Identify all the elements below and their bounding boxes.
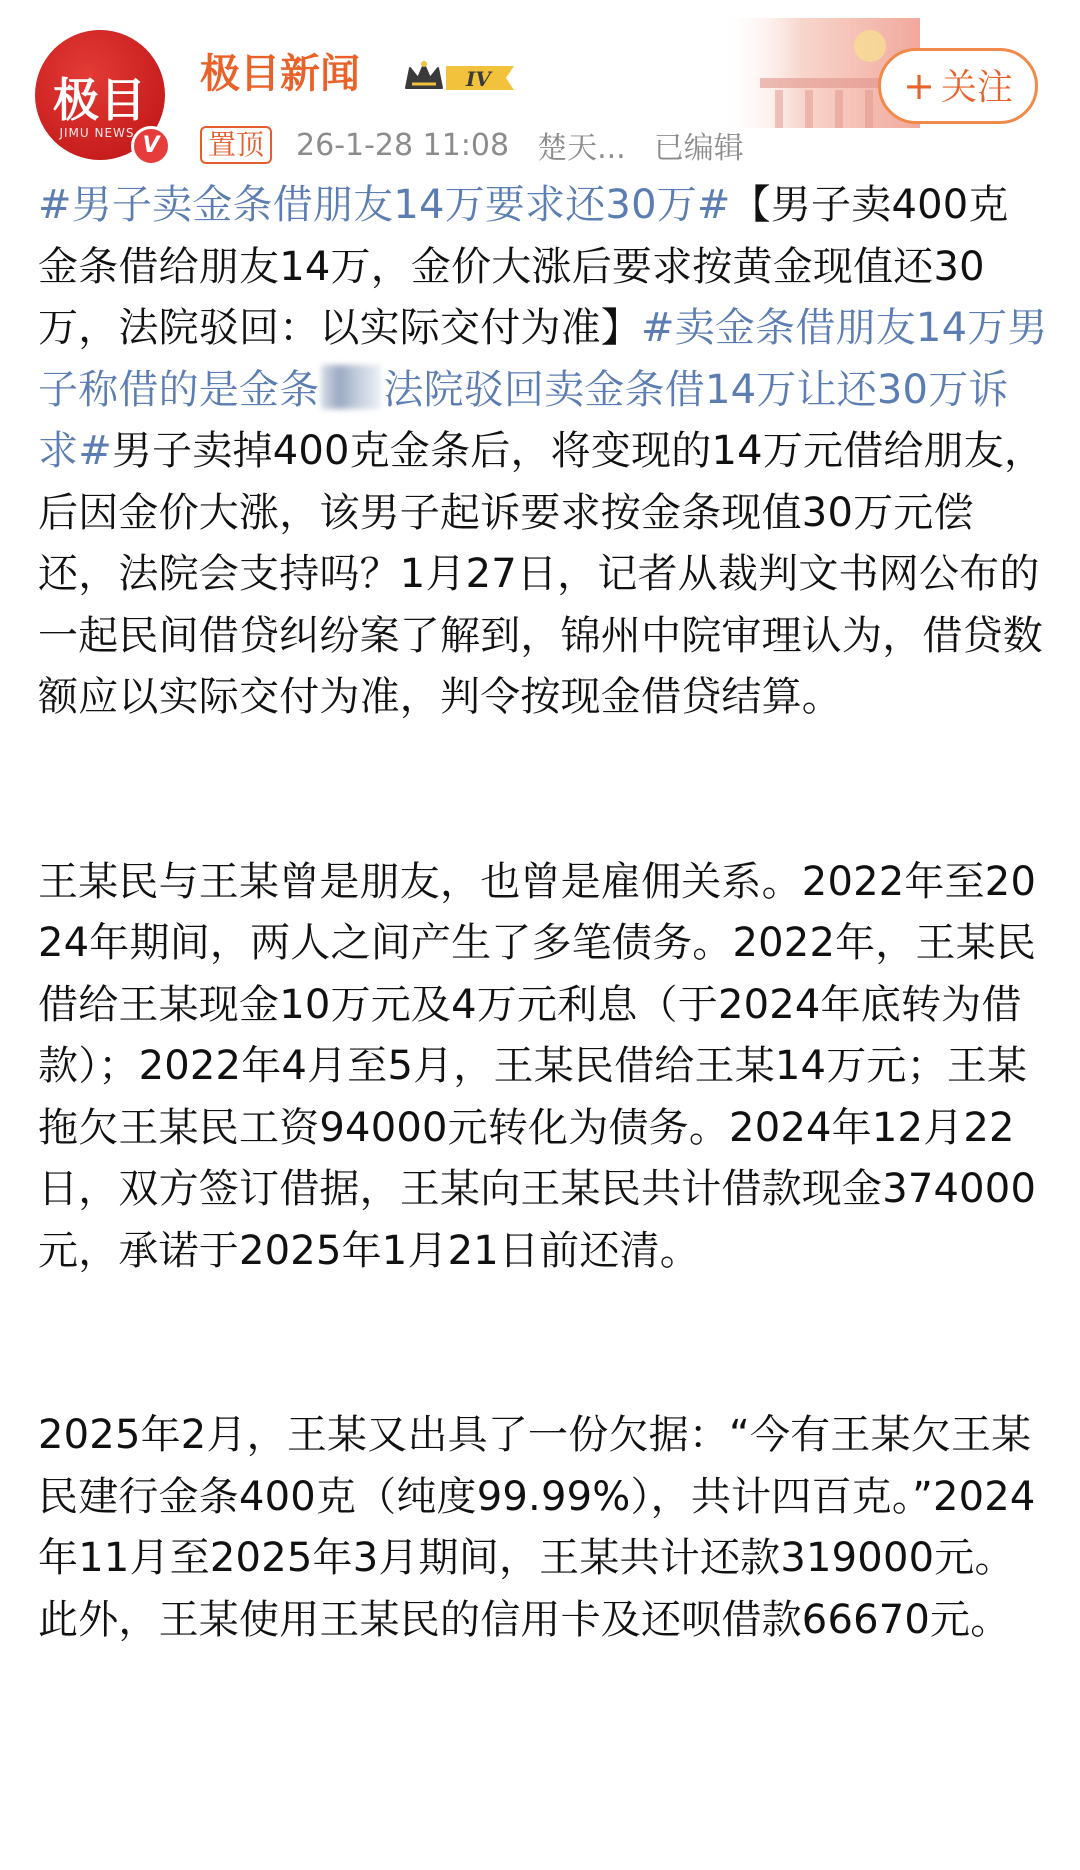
- paragraph-spacer: [38, 1282, 1048, 1405]
- post-paragraph-1: [38, 175, 1048, 729]
- post-timestamp: 26-1-28 11:08: [296, 127, 510, 163]
- redacted-blur: [321, 365, 381, 409]
- crown-icon: [406, 61, 442, 88]
- edited-label[interactable]: 已编辑: [653, 131, 744, 166]
- pinned-tag: 置顶: [200, 126, 272, 164]
- paragraph-spacer: [38, 729, 1048, 852]
- post-paragraph-3: 2025年2月，王某又出具了一份欠据：“今有王某欠王某民建行金条400克（纯度99.99%），共计四百克。”2024年11月至2025年3月期间，王某共计还款319000元。此外，王某使用王某民的信用卡及还呗借款66670元。: [38, 1412, 1036, 1643]
- avatar-logo-text: 极目: [53, 73, 147, 127]
- follow-button[interactable]: [878, 48, 1038, 124]
- verified-icon: V: [131, 126, 171, 166]
- post-header: [0, 0, 1080, 170]
- post-paragraph-2: 王某民与王某曾是朋友，也曾是雇佣关系。2022年至2024年期间，两人之间产生了多笔债务。2022年，王某民借给王某现金10万元及4万元利息（于2024年底转为借款）；2022年4月至5月，王某民借给王某14万元；王某拖欠王某民工资94000元转化为债务。2024年12月22日，双方签订借据，王某向王某民共计借款现金374000元，承诺于2025年1月21日前还清。: [38, 858, 1037, 1274]
- post-meta: [200, 125, 772, 165]
- post-body-text: 男子卖掉400克金条后，将变现的14万元借给朋友，后因金价大涨，该男子起诉要求按金条现值30万元偿还，法院会支持吗？1月27日，记者从裁判文书网公布的一起民间借贷纠纷案了解到，锦州中院审理认为，借贷数额应以实际交付为准，判令按现金借贷结算。: [38, 428, 1045, 720]
- post-source[interactable]: 楚天...: [537, 131, 626, 166]
- author-name[interactable]: 极目新闻: [200, 51, 360, 97]
- level-badge-icon[interactable]: [402, 58, 522, 98]
- hashtag-link[interactable]: 法院驳回卖金条借14万让还30万诉求#: [38, 366, 1009, 474]
- hashtag-link[interactable]: #男子卖金条借朋友14万要求还30万#: [38, 182, 731, 228]
- follow-button-label: 关注: [940, 67, 1013, 108]
- post-body: [38, 175, 1048, 1651]
- post-headline-text: 【男子卖400克金条借给朋友14万，金价大涨后要求按黄金现值还30万，法院驳回：以实际交付为准】: [38, 182, 1009, 351]
- hashtag-link[interactable]: #卖金条借朋友14万男子称借的是金条: [38, 305, 1048, 413]
- avatar[interactable]: [35, 30, 165, 160]
- avatar-logo-subtext: JIMU NEWS: [59, 126, 135, 140]
- level-badge-text: IV: [466, 67, 491, 91]
- plus-icon: +: [903, 64, 935, 108]
